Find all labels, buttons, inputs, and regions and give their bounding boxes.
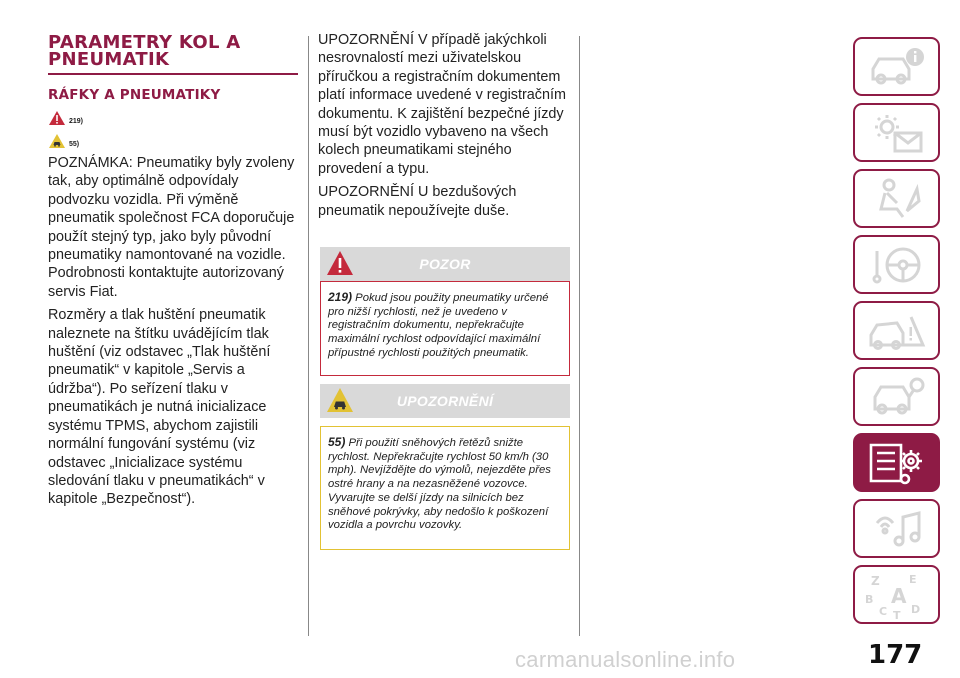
emergency-car-icon	[867, 309, 927, 353]
caution-car-icon	[48, 133, 66, 149]
left-body	[48, 154, 298, 509]
steering-wheel-icon	[867, 243, 927, 287]
tab-seat-safety[interactable]	[853, 169, 940, 228]
column-divider-left	[308, 36, 309, 636]
caution-car-icon	[326, 387, 354, 413]
warning-triangle-icon	[326, 250, 354, 276]
section-subtitle: RÁFKY A PNEUMATIKY	[48, 87, 221, 103]
tab-index[interactable]	[853, 565, 940, 624]
ref-warning[interactable]	[48, 109, 298, 126]
caution-text: Při použití sněhových řetězů snižte rychlost. Nepřekračujte rychlost 50 km/h (30 mph). Nevjíždějte do výmolů, nejezděte přes ostré hrany a na nezasněžené vozovce. Vyvarujte se delší jízdy na silnicích bez sněhové pokrývky, aby nedošlo k poškození vozidla a povrchu vozovky.	[328, 437, 551, 532]
caution-number: 55)	[328, 435, 346, 450]
tab-technical-data[interactable]	[853, 433, 940, 492]
car-info-icon	[867, 45, 927, 89]
tab-steering-wheel[interactable]	[853, 235, 940, 294]
tab-multimedia[interactable]	[853, 499, 940, 558]
caution-box	[320, 426, 570, 550]
tab-emergency[interactable]	[853, 301, 940, 360]
ref-warning-label: 219)	[69, 118, 84, 125]
left-column	[48, 34, 298, 514]
mid-body	[318, 31, 568, 220]
warning-box	[320, 281, 570, 376]
tab-dashboard-lights[interactable]	[853, 103, 940, 162]
maintenance-car-icon	[867, 375, 927, 419]
caution-title: UPOZORNĚNÍ	[396, 393, 494, 410]
warning-banner	[320, 247, 570, 281]
column-divider-right	[579, 36, 580, 636]
svg-text:A: A	[890, 583, 906, 608]
svg-text:T: T	[892, 608, 901, 621]
dashboard-lights-icon	[867, 111, 927, 155]
paragraph-note: POZNÁMKA: Pneumatiky byly zvoleny tak, aby optimálně odpovídaly podvozku vozidla. Při výměně pneumatik společnost FCA doporučuje použít stejný typ, jako byly původní pneumatiky namontované na vozidle. Podrobnosti kontaktujte autorizovaný servis Fiat.	[48, 155, 295, 300]
paragraph-pressure: Rozměry a tlak huštění pneumatik naleznete na štítku uvádějícím tlak huštění (viz odstavec „Tlak huštění pneumatik“ v kapitole „Servis a údržba“). Po seřízení tlaku v pneumatikách je nutná inicializace systému TPMS, abychom zajistili normální fungování systému (viz odstavec „Inicializace systému sledování tlaku v pneumatikách“ v kapitole „Bezpečnost“).	[48, 307, 271, 508]
ref-caution-label: 55)	[69, 141, 80, 148]
paragraph-tubeless: UPOZORNĚNÍ U bezdušových pneumatik nepoužívejte duše.	[318, 184, 517, 219]
warning-text: Pokud jsou použity pneumatiky určené pro nižší rychlosti, než je uvedeno v registračním dokumentu, nepřekračujte maximální rychlost odpovídající maximální přípustné rychlosti použitých pneumatik.	[328, 292, 549, 359]
paragraph-registration: UPOZORNĚNÍ V případě jakýchkoli nesrovnalostí mezi uživatelskou příručkou a registračním dokumentem platí informace uvedené v registračním dokumentu. K zajištění bezpečné jízdy musí být vozidlo vybaveno na všech kolech pneumatikami stejného provedení a typu.	[318, 32, 566, 177]
warning-title: POZOR	[419, 256, 471, 273]
technical-data-gear-icon	[865, 439, 929, 487]
page-number: 177	[868, 640, 923, 670]
warning-triangle-icon	[48, 110, 66, 126]
middle-column	[318, 31, 570, 550]
tab-car-info[interactable]	[853, 37, 940, 96]
svg-text:Z: Z	[870, 573, 880, 588]
ref-caution[interactable]	[48, 132, 298, 149]
svg-text:B: B	[864, 592, 873, 606]
caution-banner	[320, 384, 570, 418]
seat-safety-icon	[867, 177, 927, 221]
svg-text:D: D	[910, 602, 920, 616]
svg-text:C: C	[878, 604, 887, 618]
warning-number: 219)	[328, 290, 353, 305]
svg-text:E: E	[908, 572, 917, 586]
section-title: PARAMETRY KOL A PNEUMATIK	[48, 34, 298, 75]
alphabetical-index-icon	[865, 569, 929, 621]
multimedia-icon	[867, 507, 927, 551]
watermark: carmanualsonline.info	[515, 647, 736, 672]
tab-maintenance[interactable]	[853, 367, 940, 426]
